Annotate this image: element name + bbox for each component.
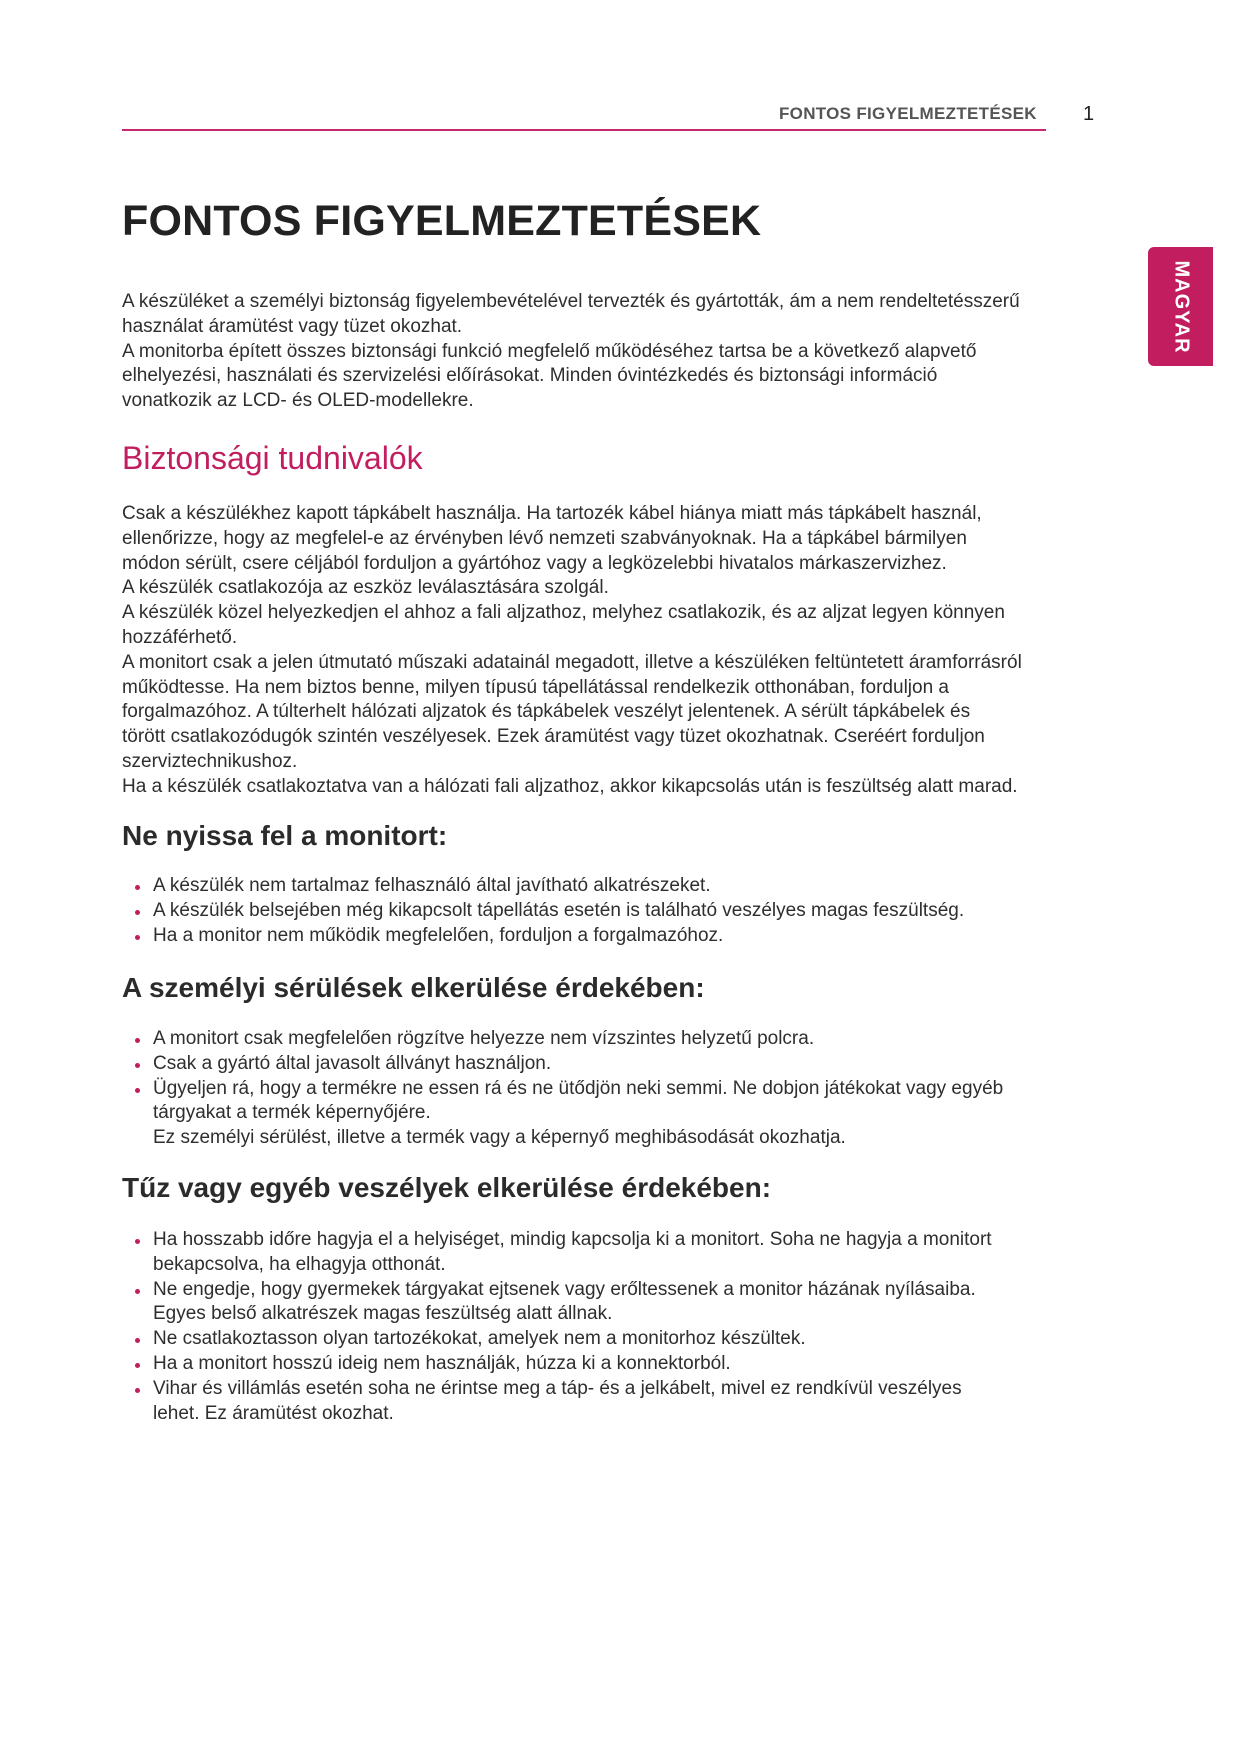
bullet-dot [135,1088,140,1093]
fire-hazards-heading: Tűz vagy egyéb veszélyek elkerülése érdekében: [122,1172,772,1203]
bullet-dot [135,1388,140,1393]
safety-section-heading-wrap [122,440,1097,477]
list-item [122,1327,1097,1352]
list-item-text: Ügyeljen rá, hogy a termékre ne essen rá és ne ütődjön neki semmi. Ne dobjon játékokat vagy egyéb [153,1077,1004,1099]
bullet-dot [135,935,140,940]
bullet-dot [135,1063,140,1068]
intro-line: elhelyezési, használati és szervizelési előírásokat. Minden óvintézkedés és biztonsági információ [122,365,938,387]
intro-line: használat áramütést vagy tüzet okozhat. [122,315,463,337]
safety-line: működtesse. Ha nem biztos benne, milyen típusú tápellátással rendelkezik otthonában, forduljon a [122,676,949,698]
bullet-dot [135,1289,140,1294]
safety-line: törött csatlakozódugók szintén veszélyesek. Ezek áramütést vagy tüzet okozhatnak. Cseréért forduljon [122,726,985,748]
fire-hazards-heading-wrap [122,1172,1097,1204]
page-number: 1 [1083,103,1095,125]
list-item [122,874,1097,899]
list-item [122,1228,1097,1278]
fire-hazards-list-wrap [122,1228,1097,1426]
safety-line: Csak a készülékhez kapott tápkábelt használja. Ha tartozék kábel hiánya miatt más tápkábelt használ, [122,503,982,524]
safety-line: A készülék csatlakozója az eszköz leválasztására szolgál. [122,577,609,599]
header-divider [122,129,1046,131]
list-item [122,1077,1097,1151]
language-tab-label: MAGYAR [1170,259,1192,354]
intro-line: vonatkozik az LCD- és OLED-modellekre. [122,390,474,412]
personal-injury-list [122,1027,1097,1151]
running-header-title: FONTOS FIGYELMEZTETÉSEK [779,104,1037,123]
do-not-open-heading: Ne nyissa fel a monitort: [122,820,448,851]
list-item-text: A monitort csak megfelelően rögzítve helyezze nem vízszintes helyzetű polcra. [153,1028,815,1049]
personal-injury-heading: A személyi sérülések elkerülése érdekében: [122,972,705,1003]
bullet-dot [135,1338,140,1343]
intro-line: A készüléket a személyi biztonság figyelembevételével tervezték és gyártották, ám a nem rendeltetésszerű [122,291,1020,312]
list-item [122,1352,1097,1377]
list-item [122,1027,1097,1052]
do-not-open-list-wrap [122,874,1097,948]
intro-line: A monitorba épített összes biztonsági funkció megfelelő működéséhez tartsa be a következő alapvető [122,340,977,362]
list-item [122,924,1097,949]
list-item-text: Ne csatlakoztasson olyan tartozékokat, amelyek nem a monitorhoz készültek. [153,1328,806,1350]
bullet-dot [135,1239,140,1244]
list-item-text: A készülék belsejében még kikapcsolt tápellátás esetén is található veszélyes magas feszültség. [153,899,965,921]
list-item-text: Ez személyi sérülést, illetve a termék vagy a képernyő meghibásodását okozhatja. [153,1127,846,1149]
list-item-text: bekapcsolva, ha elhagyja otthonát. [153,1253,446,1275]
safety-line: A készülék közel helyezkedjen el ahhoz a fali aljzathoz, melyhez csatlakozik, és az aljzat legyen könnyen [122,602,1005,624]
bullet-dot [135,1038,140,1043]
list-item [122,899,1097,924]
bullet-dot [135,1363,140,1368]
safety-line: hozzáférhető. [122,626,238,648]
list-item-text: Vihar és villámlás esetén soha ne érintse meg a táp- és a jelkábelt, mivel ez rendkívül veszélyes [153,1377,962,1399]
list-item [122,1278,1097,1328]
bullet-dot [135,885,140,890]
language-side-tab [1148,247,1213,366]
safety-line: szerviztechnikushoz. [122,750,298,772]
safety-line: A monitort csak a jelen útmutató műszaki adatainál megadott, illetve a készüléken feltüntetett áramforrásról [122,651,1022,673]
list-item [122,1377,1097,1427]
safety-line: ellenőrizze, hogy az megfelel-e az érvényben lévő nemzeti szabványoknak. Ha a tápkábel bármilyen [122,527,967,549]
list-item-text: A készülék nem tartalmaz felhasználó által javítható alkatrészeket. [153,875,711,896]
list-item-text: tárgyakat a termék képernyőjére. [153,1102,431,1124]
bullet-dot [135,910,140,915]
list-item [122,1052,1097,1077]
list-item-text: Ha a monitor nem működik megfelelően, forduljon a forgalmazóhoz. [153,924,724,946]
personal-injury-heading-wrap [122,972,1097,1004]
safety-line: Ha a készülék csatlakoztatva van a hálózati fali aljzathoz, akkor kikapcsolás után is feszültség alatt marad. [122,775,1018,797]
safety-section-heading: Biztonsági tudnivalók [122,440,423,476]
page-title: FONTOS FIGYELMEZTETÉSEK [122,197,762,245]
list-item-text: Egyes belső alkatrészek magas feszültség alatt állnak. [153,1303,613,1325]
list-item-text: Ha hosszabb időre hagyja el a helyiséget, mindig kapcsolja ki a monitort. Soha ne hagyja a monitort [153,1229,992,1250]
do-not-open-list [122,874,1097,948]
fire-hazards-list [122,1228,1097,1426]
list-item-text: lehet. Ez áramütést okozhat. [153,1402,394,1424]
safety-line: módon sérült, csere céljából forduljon a gyártóhoz vagy a legközelebbi hivatalos márkaszervizhez. [122,552,947,574]
list-item-text: Ha a monitort hosszú ideig nem használják, húzza ki a konnektorból. [153,1352,731,1374]
intro-paragraph [122,290,1097,414]
list-item-text: Ne engedje, hogy gyermekek tárgyakat ejtsenek vagy erőltessenek a monitor házának nyílásaiba. [153,1278,976,1300]
safety-line: forgalmazóhoz. A túlterhelt hálózati aljzatok és tápkábelek veszélyt jelentenek. A sérült tápkábelek és [122,701,971,723]
list-item-text: Csak a gyártó által javasolt állványt használjon. [153,1052,552,1074]
safety-paragraph [122,502,1097,800]
do-not-open-heading-wrap [122,820,1097,852]
personal-injury-list-wrap [122,1027,1097,1151]
